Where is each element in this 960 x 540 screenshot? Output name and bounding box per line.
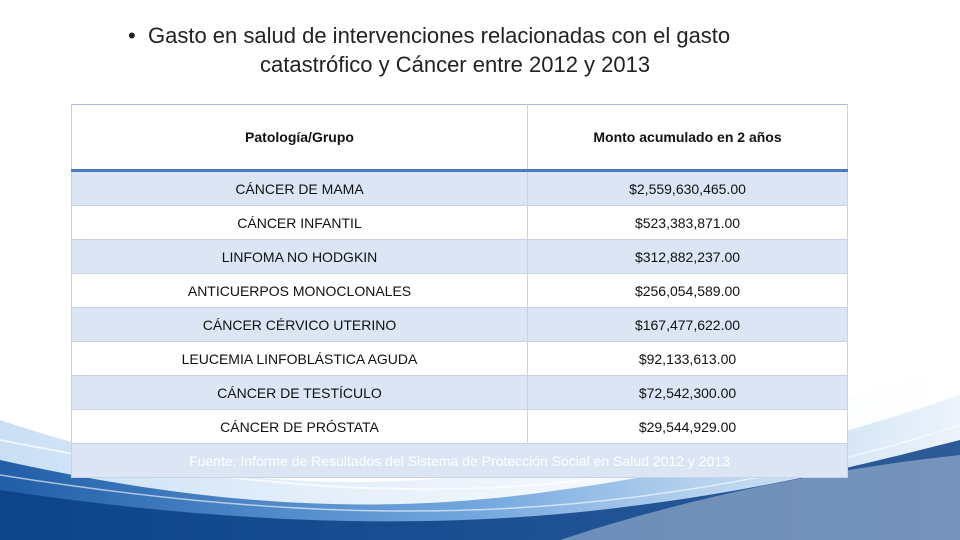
cell-amount: $29,544,929.00: [528, 410, 848, 444]
title-line-1: Gasto en salud de intervenciones relacionadas con el gasto: [148, 23, 731, 48]
cell-pathology: CÁNCER INFANTIL: [72, 206, 528, 240]
header-pathology: Patología/Grupo: [72, 105, 528, 171]
cell-pathology: CÁNCER DE PRÓSTATA: [72, 410, 528, 444]
header-amount: Monto acumulado en 2 años: [528, 105, 848, 171]
table-row: [72, 376, 848, 410]
cell-pathology: CÁNCER CÉRVICO UTERINO: [72, 308, 528, 342]
cell-pathology: LINFOMA NO HODGKIN: [72, 240, 528, 274]
cell-amount: $256,054,589.00: [528, 274, 848, 308]
cell-pathology: CÁNCER DE MAMA: [72, 171, 528, 206]
source-note: Fuente: Informe de Resultados del Sistema de Protección Social en Salud 2012 y 2013: [72, 444, 848, 478]
table-row: [72, 410, 848, 444]
cell-amount: $92,133,613.00: [528, 342, 848, 376]
table-row: [72, 240, 848, 274]
cell-pathology: LEUCEMIA LINFOBLÁSTICA AGUDA: [72, 342, 528, 376]
table-header-row: [72, 105, 848, 171]
title-line-2: catastrófico y Cáncer entre 2012 y 2013: [260, 52, 651, 77]
cell-pathology: CÁNCER DE TESTÍCULO: [72, 376, 528, 410]
table-row: [72, 206, 848, 240]
cell-amount: $523,383,871.00: [528, 206, 848, 240]
cell-amount: $312,882,237.00: [528, 240, 848, 274]
table-row: [72, 342, 848, 376]
table-row: [72, 171, 848, 206]
table-row: [72, 308, 848, 342]
source-row: [72, 444, 848, 478]
cell-pathology: ANTICUERPOS MONOCLONALES: [72, 274, 528, 308]
spending-table: [71, 104, 848, 478]
cell-amount: $2,559,630,465.00: [528, 171, 848, 206]
cell-amount: $72,542,300.00: [528, 376, 848, 410]
title-bullet: •: [128, 23, 136, 48]
table-row: [72, 274, 848, 308]
cell-amount: $167,477,622.00: [528, 308, 848, 342]
